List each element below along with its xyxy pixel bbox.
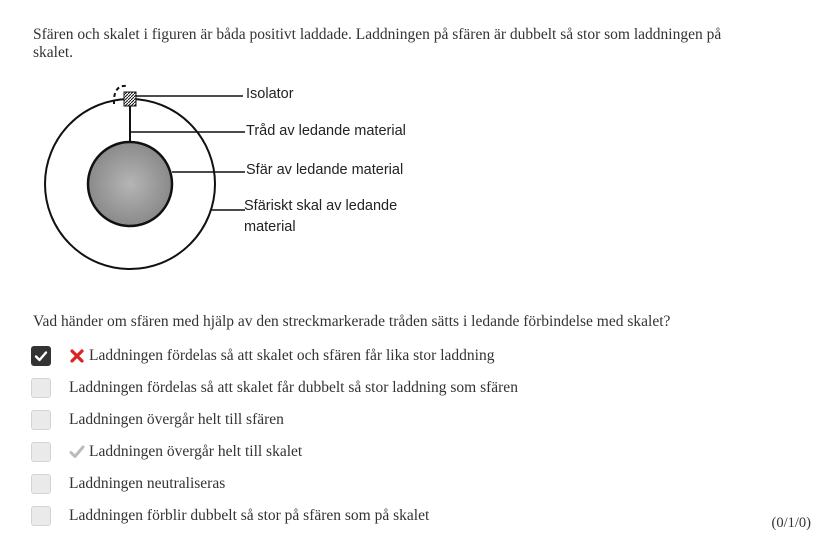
- option-3-label: Laddningen övergår helt till sfären: [69, 411, 284, 428]
- option-1-label: Laddningen fördelas så att skalet och sfären får lika stor laddning: [89, 347, 495, 364]
- figure-drawing: [35, 82, 455, 282]
- option-5-label: Laddningen neutraliseras: [69, 475, 226, 492]
- label-shell-line1: Sfäriskt skal av ledande: [244, 198, 398, 214]
- option-4-label: Laddningen övergår helt till skalet: [89, 443, 303, 460]
- isolator-block: [124, 92, 136, 106]
- check-icon: [69, 444, 85, 460]
- label-wire: Tråd av ledande material: [246, 123, 406, 139]
- option-3[interactable]: [31, 404, 284, 436]
- option-5[interactable]: [31, 468, 226, 500]
- option-1-mark: [69, 348, 85, 364]
- option-6-checkbox[interactable]: [31, 506, 51, 526]
- intro-text: Sfären och skalet i figuren är båda positivt laddade. Laddningen på sfären är dubbelt så stor som laddningen på skalet.: [33, 26, 722, 61]
- label-shell-line2: material: [244, 219, 296, 235]
- option-6[interactable]: [31, 500, 430, 532]
- score-indicator: (0/1/0): [771, 515, 811, 531]
- option-3-checkbox[interactable]: [31, 410, 51, 430]
- option-1[interactable]: [31, 340, 495, 372]
- option-4-checkbox[interactable]: [31, 442, 51, 462]
- label-isolator: Isolator: [246, 86, 294, 102]
- inner-sphere: [88, 142, 172, 226]
- sphere-shell-figure: [35, 82, 455, 282]
- option-2-label: Laddningen fördelas så att skalet får dubbelt så stor laddning som sfären: [69, 379, 518, 396]
- option-6-label: Laddningen förblir dubbelt så stor på sfären som på skalet: [69, 507, 430, 524]
- option-1-checkbox[interactable]: [31, 346, 51, 366]
- option-5-checkbox[interactable]: [31, 474, 51, 494]
- checkmark-icon: [34, 349, 48, 363]
- option-4[interactable]: [31, 436, 303, 468]
- question-text: Vad händer om sfären med hjälp av den streckmarkerade tråden sätts i ledande förbindelse med skalet?: [33, 313, 671, 330]
- label-shell: [244, 196, 397, 238]
- cross-icon: [69, 348, 85, 364]
- option-2-checkbox[interactable]: [31, 378, 51, 398]
- answer-options: [31, 340, 518, 532]
- option-4-mark: [69, 444, 85, 460]
- label-sphere: Sfär av ledande material: [246, 162, 404, 178]
- option-2[interactable]: [31, 372, 518, 404]
